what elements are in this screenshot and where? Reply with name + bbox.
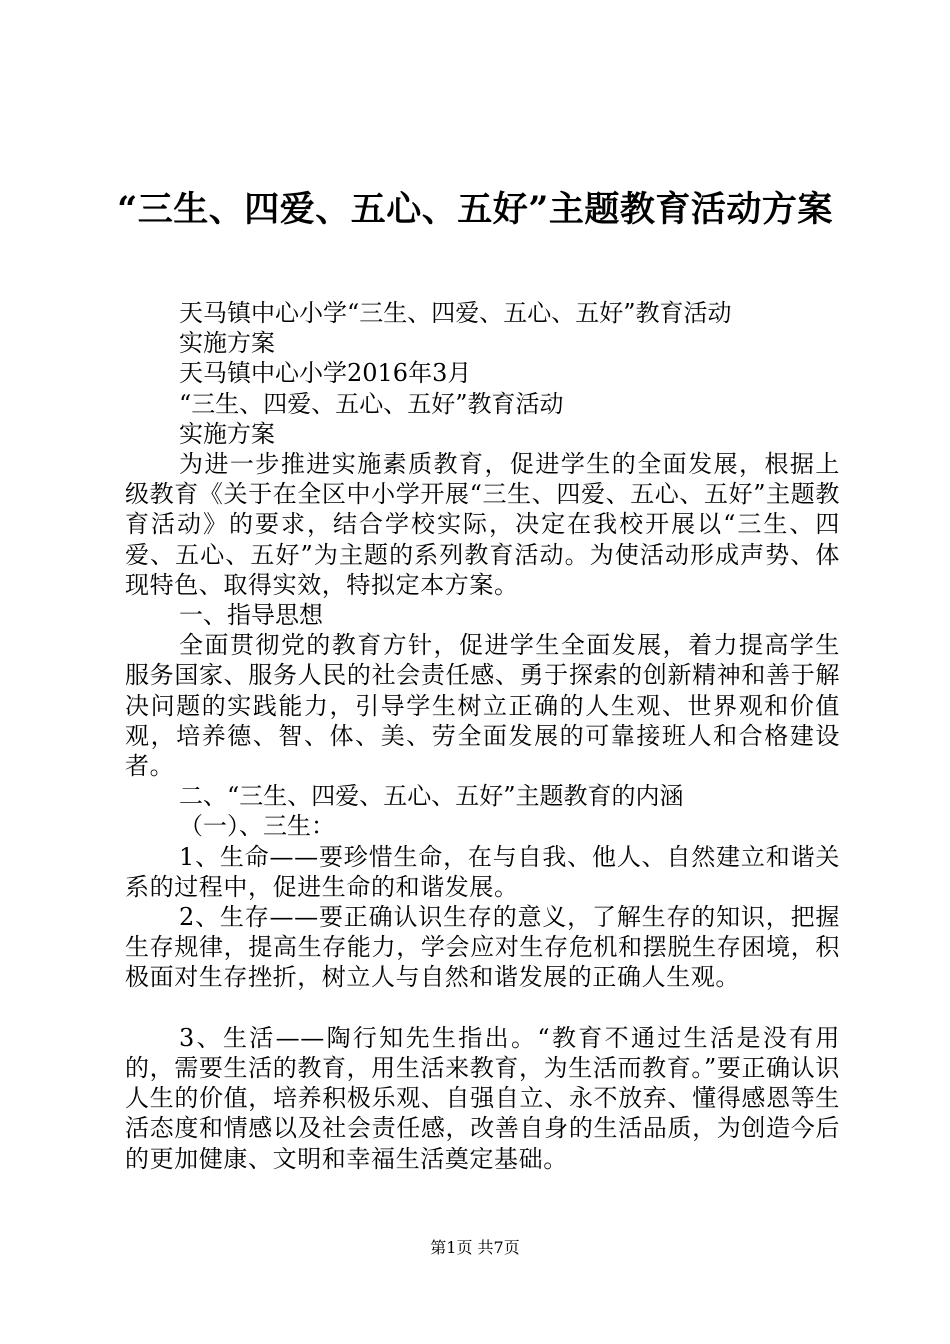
header-line-activity: “三生、四爱、五心、五好”教育活动 <box>179 389 564 418</box>
intro-paragraph: 为进一步推进实施素质教育，促进学生的全面发展，根据上级教育《关于在全区中小学开展“三生、四爱、五心、五好”主题教育活动》的要求，结合学校实际，决定在我校开展以“三生、四爱、五心、五好”为主题的系列教育活动。为使活动形成声势、体现特色、取得实效，特拟定本方案。 <box>125 449 840 599</box>
subsection-heading-sansheng: （一）、三生： <box>179 812 335 841</box>
guiding-thought-paragraph: 全面贯彻党的教育方针，促进学生全面发展，着力提高学生服务国家、服务人民的社会责任感、勇于探索的创新精神和善于解决问题的实践能力，引导学生树立正确的人生观、世界观和价值观，培养德、智、体、美、劳全面发展的可靠接班人和合格建设者。 <box>125 631 840 780</box>
header-line-date: 天马镇中心小学2016年3月 <box>179 359 472 388</box>
item-survival-paragraph: 2、生存——要正确认识生存的意义，了解生存的知识，把握生存规律，提高生存能力，学会应对生存危机和摆脱生存困境，积极面对生存挫折，树立人与自然和谐发展的正确人生观。 <box>125 902 840 992</box>
header-line-plan: 实施方案 <box>179 329 275 358</box>
page-footer: 第1页 共7页 <box>430 1238 520 1257</box>
item-life-paragraph: 1、生命——要珍惜生命，在与自我、他人、自然建立和谐关系的过程中，促进生命的和谐发展。 <box>125 842 840 901</box>
header-line-school-plan: 天马镇中心小学“三生、四爱、五心、五好”教育活动 <box>179 299 732 327</box>
document-title: “三生、四爱、五心、五好”主题教育活动方案 <box>117 189 833 230</box>
section-heading-connotation: 二、“三生、四爱、五心、五好”主题教育的内涵 <box>179 782 684 811</box>
item-living-paragraph: 3、生活——陶行知先生指出。“教育不通过生活是没有用的，需要生活的教育，用生活来教育，为生活而教育。”要正确认识人生的价值，培养积极乐观、自强自立、永不放弃、懂得感恩等生活态度和情感以及社会责任感，改善自身的生活品质，为创造今后的更加健康、文明和幸福生活奠定基础。 <box>125 1023 840 1173</box>
spacer <box>125 993 840 1023</box>
header-line-plan-2: 实施方案 <box>179 419 275 448</box>
document-body <box>125 298 840 1174</box>
section-heading-guiding-thought: 一、指导思想 <box>179 600 323 629</box>
